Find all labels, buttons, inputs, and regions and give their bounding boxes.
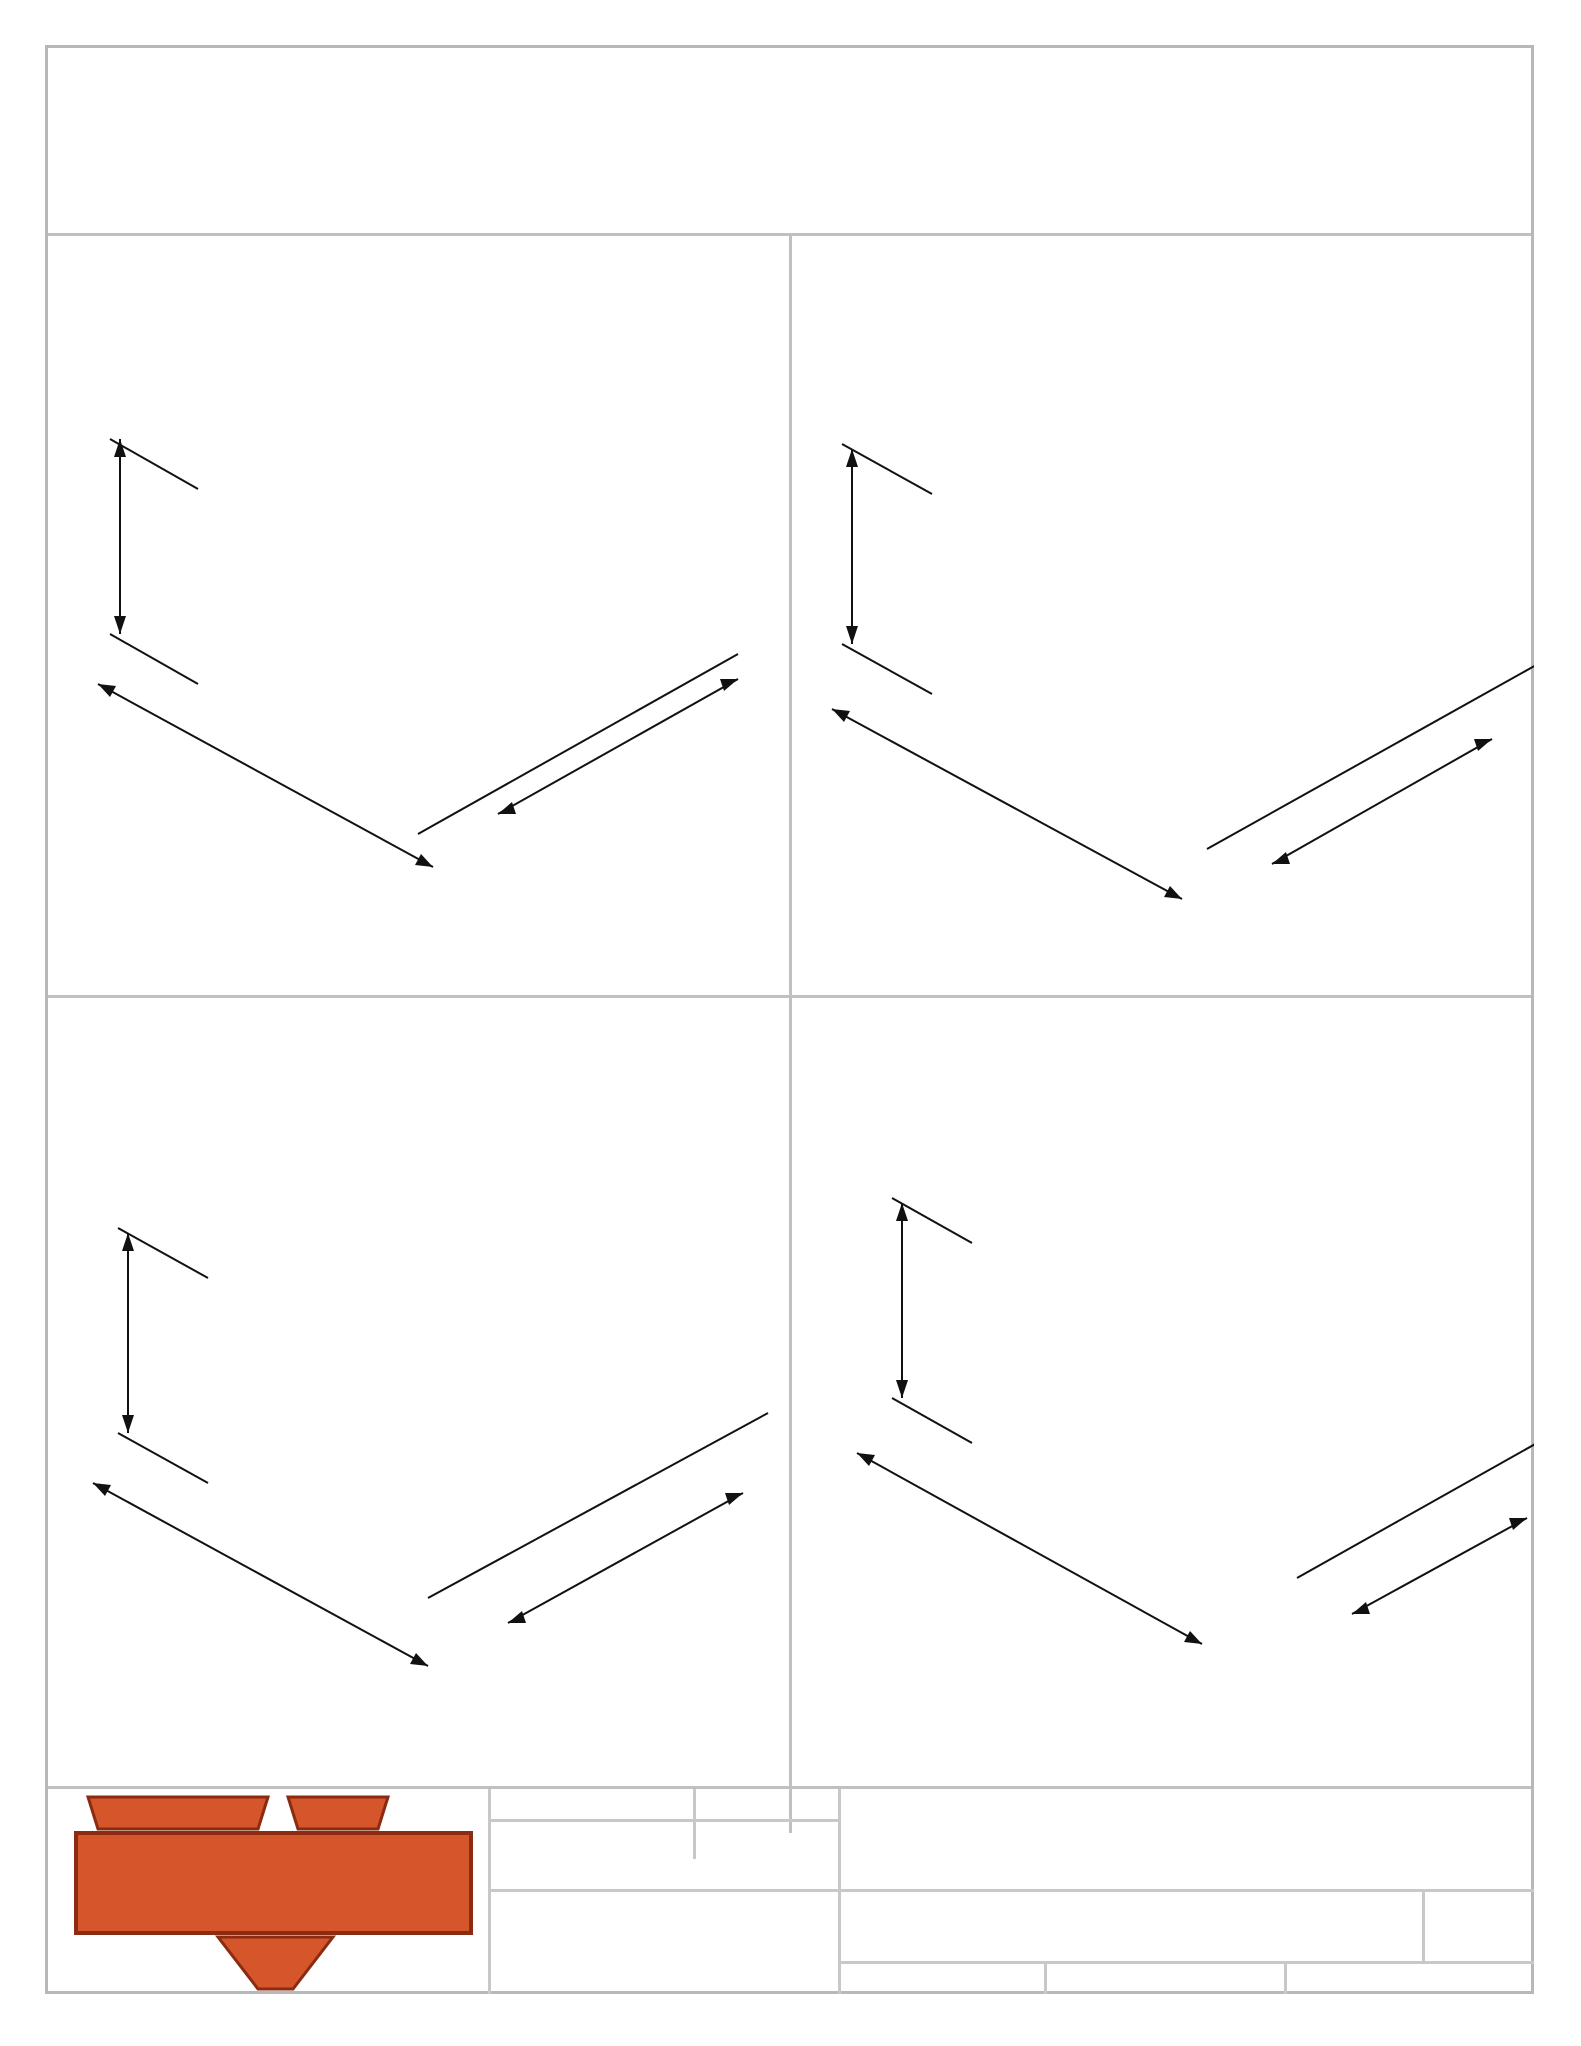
block-2-sided-lug-drawing (48, 239, 789, 995)
title-row (48, 48, 1531, 236)
dimension-lines (98, 439, 738, 867)
panel-3-sided-with-lug (792, 239, 1534, 995)
panel-2-sided-with-lug (48, 239, 789, 995)
panel-3-sided-without-lug (792, 998, 1534, 1786)
dimension-lines (93, 1228, 768, 1666)
tb-divider (488, 1819, 838, 1822)
tb-divider (693, 1789, 696, 1859)
company-logo (68, 1789, 478, 1994)
dimension-lines (832, 444, 1534, 899)
tb-divider (488, 1889, 1534, 1892)
block-2-sided-drawing (48, 998, 789, 1786)
tb-divider (838, 1961, 1534, 1964)
tb-divider (1044, 1961, 1047, 1994)
block-3-sided-drawing (792, 998, 1534, 1786)
tb-divider (1422, 1889, 1425, 1961)
tb-divider (1284, 1961, 1287, 1994)
title-block (48, 1789, 1531, 1994)
vertiblock-logo (68, 1789, 478, 1994)
block-3-sided-lug-drawing (792, 239, 1534, 995)
panel-2-sided-without-lug (48, 998, 789, 1786)
dimension-lines (857, 1198, 1534, 1644)
drawing-sheet (45, 45, 1534, 1994)
